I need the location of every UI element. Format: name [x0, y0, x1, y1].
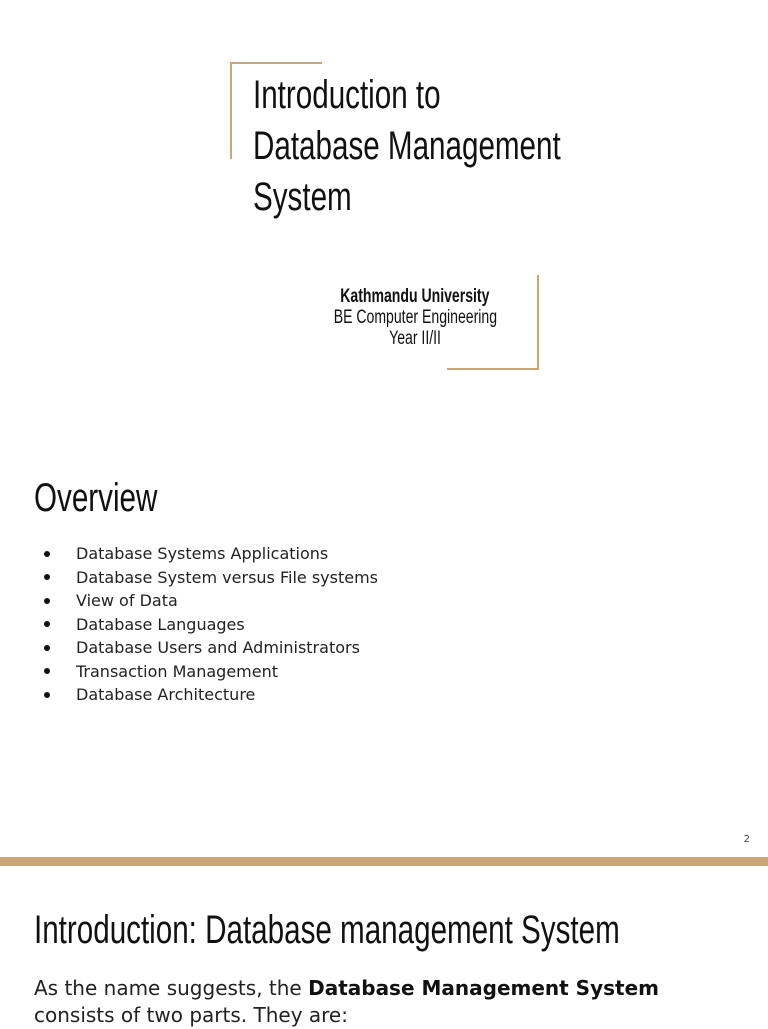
bullet-icon — [44, 668, 50, 674]
bullet-icon — [44, 621, 50, 627]
list-item — [40, 542, 378, 566]
list-item-text: Database Languages — [76, 614, 245, 634]
list-item — [40, 683, 378, 707]
subtitle-block — [300, 286, 530, 349]
title-slide — [0, 0, 768, 430]
list-item-text: View of Data — [76, 591, 178, 611]
intro-text-end: consists of two parts. They are: — [34, 1003, 348, 1027]
intro-paragraph — [34, 975, 734, 1029]
bullet-icon — [44, 574, 50, 580]
title-line-3: System — [253, 175, 352, 219]
slide-divider — [0, 857, 768, 866]
list-item-text: Database Architecture — [76, 685, 256, 705]
intro-heading: Introduction: Database management System — [34, 908, 620, 952]
bullet-icon — [44, 598, 50, 604]
university-name: Kathmandu University — [340, 286, 490, 307]
bullet-icon — [44, 692, 50, 698]
list-item-text: Database Users and Administrators — [76, 638, 360, 658]
list-item-text: Database System versus File systems — [76, 567, 379, 587]
program-name: BE Computer Engineering — [333, 307, 497, 328]
page-number: 2 — [743, 834, 750, 845]
overview-list — [40, 542, 378, 707]
year-label: Year II/II — [389, 328, 441, 349]
list-item-text: Transaction Management — [76, 661, 279, 681]
overview-heading: Overview — [34, 476, 158, 520]
intro-text-bold: Database Management System — [308, 976, 659, 1000]
list-item — [40, 636, 378, 660]
intro-text-start: As the name suggests, the — [34, 976, 309, 1000]
bullet-icon — [44, 645, 50, 651]
list-item — [40, 660, 378, 684]
list-item — [40, 589, 378, 613]
list-item-text: Database Systems Applications — [76, 544, 329, 564]
list-item — [40, 613, 378, 637]
slide-title — [253, 70, 669, 223]
title-line-2: Database Management — [253, 124, 561, 168]
bullet-icon — [44, 551, 50, 557]
list-item — [40, 566, 378, 590]
title-line-1: Introduction to — [253, 73, 441, 117]
